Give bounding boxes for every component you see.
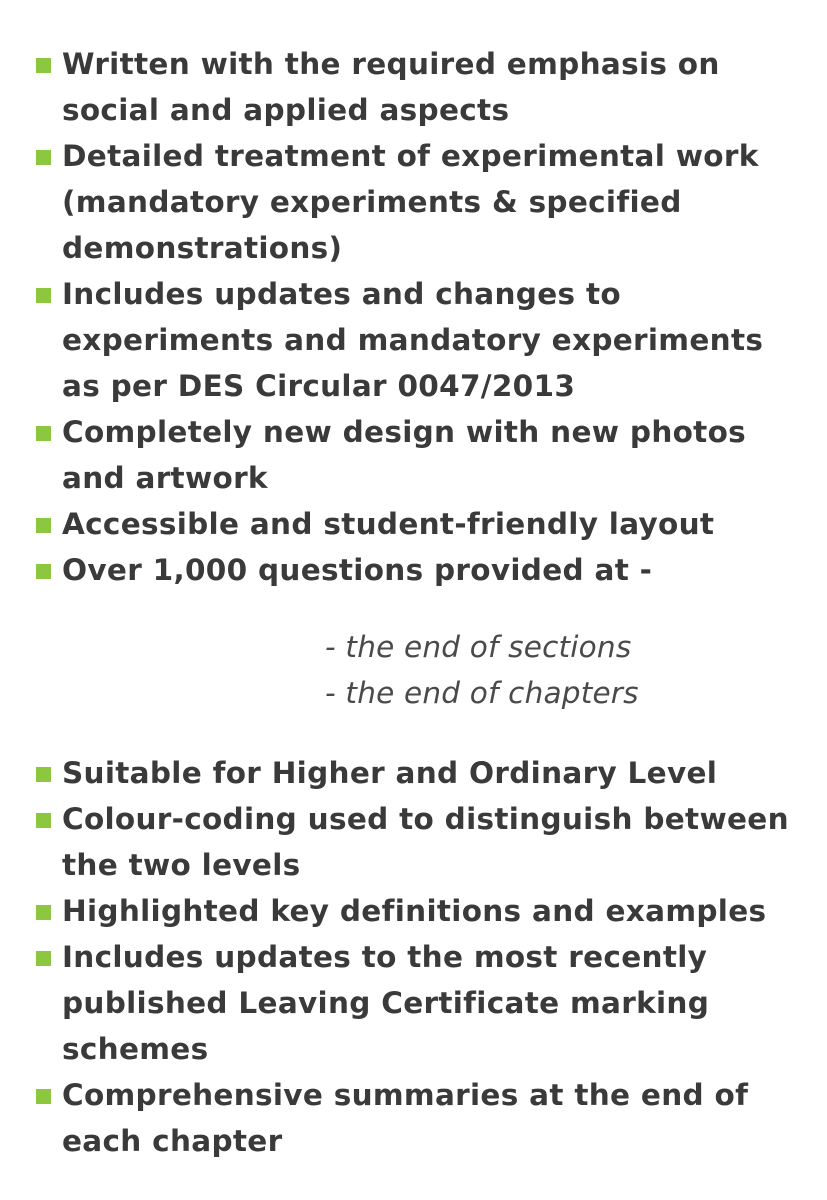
feature-text: Accessible and student-friendly layout — [62, 507, 715, 541]
feature-item — [0, 409, 827, 501]
green-square-bullet-icon — [36, 951, 51, 966]
feature-text: Over 1,000 questions provided at - — [62, 553, 653, 587]
green-square-bullet-icon — [36, 767, 51, 782]
question-location-item: - the end of sections — [325, 630, 632, 664]
feature-item — [0, 271, 827, 409]
green-square-bullet-icon — [36, 288, 51, 303]
green-square-bullet-icon — [36, 58, 51, 73]
green-square-bullet-icon — [36, 905, 51, 920]
feature-text: Comprehensive summaries at the end of each chapter — [62, 1078, 749, 1158]
feature-item — [0, 1072, 827, 1164]
question-locations-list — [325, 624, 639, 716]
feature-item — [0, 888, 827, 934]
feature-item — [0, 934, 827, 1072]
feature-text: Written with the required emphasis on social and applied aspects — [62, 47, 720, 127]
feature-item — [0, 501, 827, 547]
green-square-bullet-icon — [36, 518, 51, 533]
green-square-bullet-icon — [36, 150, 51, 165]
feature-item — [0, 750, 827, 796]
question-location-item: - the end of chapters — [325, 676, 639, 710]
feature-item — [0, 796, 827, 888]
green-square-bullet-icon — [36, 564, 51, 579]
feature-text: Colour-coding used to distinguish between the two levels — [62, 802, 789, 882]
feature-text: Includes updates to the most recently published Leaving Certificate marking schemes — [62, 940, 710, 1066]
feature-list-top — [0, 41, 827, 593]
feature-list-bottom — [0, 750, 827, 1164]
feature-item — [0, 41, 827, 133]
green-square-bullet-icon — [36, 1089, 51, 1104]
feature-text: Detailed treatment of experimental work (mandatory experiments & specified demonstrations) — [62, 139, 759, 265]
green-square-bullet-icon — [36, 426, 51, 441]
green-square-bullet-icon — [36, 813, 51, 828]
feature-item — [0, 133, 827, 271]
feature-text: Suitable for Higher and Ordinary Level — [62, 756, 718, 790]
feature-text: Completely new design with new photos and artwork — [62, 415, 747, 495]
feature-item — [0, 547, 827, 593]
feature-text: Highlighted key definitions and examples — [62, 894, 767, 928]
feature-text: Includes updates and changes to experiments and mandatory experiments as per DES Circular 0047/2013 — [62, 277, 764, 403]
